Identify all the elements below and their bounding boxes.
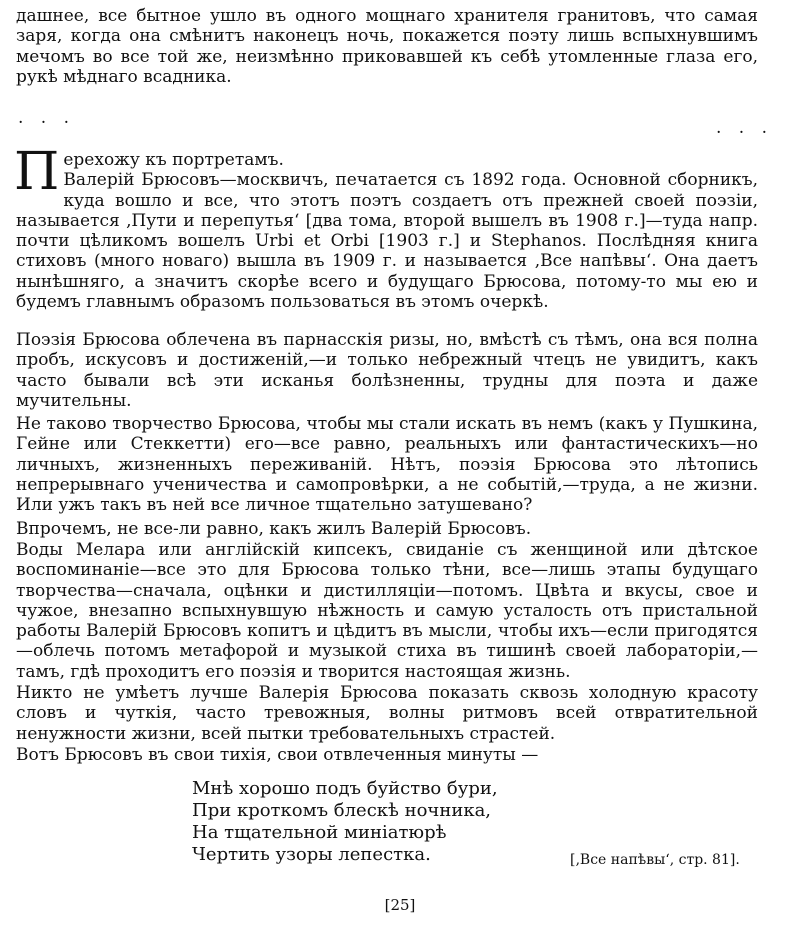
poem-line: На тщательной миніатюрѣ [192,822,447,843]
paragraph-3: Не таково творчество Брюсова, чтобы мы стали искать въ немъ (какъ у Пушкина, Гейне или Стеккетти) его—все равно, реальныхъ или фантастическихъ—но личныхъ, жизненныхъ переживаній. Нѣтъ, поэзія Брюсова это лѣтопись непрерывнаго ученичества и самопровѣрки, а не событій,—труда, а не жизни. Или ужъ такъ въ ней все личное тщательно затушевано? [16,414,758,516]
poem-line: Чертить узоры лепестка. [192,844,431,865]
intro-paragraph: дашнее, все бытное ушло въ одного мощнаго хранителя гранитовъ, что самая заря, когда она смѣнитъ наконецъ ночь, покажется поэту лишь вспыхнувшимъ мечомъ во все той же, неизмѣнно приковавшей къ себѣ утомленные глаза его, рукѣ мѣднаго всадника. [16,6,758,87]
poem-quote [192,778,498,866]
paragraph-6: Никто не умѣетъ лучше Валерія Брюсова показать сквозь холодную красоту словъ и чуткія, часто тревожныя, волны ритмовъ всей отвратительной ненужности жизни, всей пытки требовательныхъ страстей. [16,683,758,744]
poem-citation: [‚Все напѣвы‘, стр. 81]. [570,852,740,868]
paragraph-4: Впрочемъ, не все-ли равно, какъ жилъ Валерій Брюсовъ. [16,519,532,539]
ellipsis-right: . . . [716,118,774,138]
paragraph-5: Воды Мелара или англійскій кипсекъ, свиданіе съ женщиной или дѣтское воспоминаніе—все это для Брюсова только тѣни, все—лишь этапы будущаго творчества—сначала, оцѣнки и дистилляціи—потомъ. Цвѣта и вкусы, свое и чужое, внезапно вспыхнувшую нѣжность и самую усталость отъ пристальной работы Валерій Брюсовъ копитъ и цѣдитъ въ мысли, чтобы ихъ—если пригодятся—облечь потомъ метафорой и музыкой стиха въ тишинѣ своей лабораторіи,—тамъ, гдѣ проходитъ его поэзія и творится настоящая жизнь. [16,540,758,682]
paragraph-1: Валерій Брюсовъ—москвичъ, печатается съ 1892 года. Основной сборникъ, куда вошло и все, что этотъ поэтъ создаетъ отъ прежней своей поэзіи, называется ‚Пути и перепутья‘ [два тома, второй вышелъ въ 1908 г.]—туда напр. почти цѣликомъ вошелъ Urbi et Orbi [1903 г.] и Stephanos. Послѣдняя книга стиховъ (много новаго) вышла въ 1909 г. и называется ‚Все напѣвы‘. Она даетъ нынѣшняго, а значитъ скорѣе всего и будущаго Брюсова, потому-то мы ею и будемъ главнымъ образомъ пользоваться въ этомъ очеркѣ. [16,170,758,313]
page-number: [25] [384,896,416,914]
drop-cap: П [14,142,60,202]
poem-line: Мнѣ хорошо подъ буйство бури, [192,778,498,799]
paragraph-7: Вотъ Брюсовъ въ свои тихія, свои отвлеченныя минуты — [16,745,539,765]
section-block [14,142,758,313]
ellipsis-left: . . . [18,108,76,128]
paragraph-2: Поэзія Брюсова облечена въ парнасскія ризы, но, вмѣстѣ съ тѣмъ, она вся полна пробъ, искусовъ и достиженій,—и только небрежный чтецъ не увидитъ, какъ часто бывали всѣ эти исканья болѣзненны, трудны для поэта и даже мучительны. [16,330,758,411]
poem-line: При кроткомъ блескѣ ночника, [192,800,492,821]
section-heading: ерехожу къ портретамъ. [63,150,284,170]
